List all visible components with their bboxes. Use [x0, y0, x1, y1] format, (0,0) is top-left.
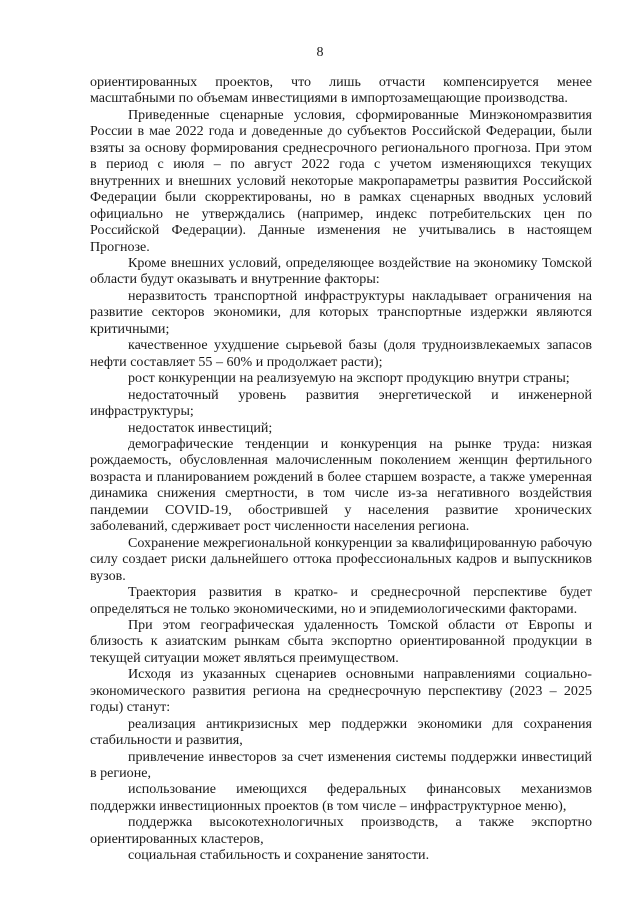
list-item-social-stability: социальная стабильность и сохранение занятости. [128, 847, 430, 864]
paragraph-geography: При этом географическая удаленность Томской области от Европы и близость к азиатским рынкам сбыта экспортно ориентированной продукции в текущей ситуации может являться преимуществом. [90, 616, 592, 666]
paragraph-trajectory: Траектория развития в кратко- и среднесрочной перспективе будет определяться не только экономическими, но и эпидемиологическими факторами. [90, 584, 592, 617]
document-body [90, 74, 592, 864]
list-item-anticrisis: реализация антикризисных мер поддержки экономики для сохранения стабильности и развития, [90, 715, 592, 749]
list-item-competition: рост конкуренции на реализуемую на экспорт продукцию внутри страны; [128, 370, 570, 387]
paragraph-directions-intro: Исходя из указанных сценариев основными направлениями социально-экономического развития региона на среднесрочную перспективу (2023 – 2025 годы) станут: [90, 666, 592, 716]
list-item-high-tech: поддержка высокотехнологичных производств, а также экспортно ориентированных кластеров, [90, 814, 592, 847]
list-item-federal-mechanisms: использование имеющихся федеральных финансовых механизмов поддержки инвестиционных проектов (в том числе – инфраструктурное меню), [90, 781, 592, 814]
list-item-demographics: демографические тенденции и конкуренция на рынке труда: низкая рождаемость, обусловленная малочисленным поколением женщин фертильного возраста и планированием рождений в более старшем возрасте, а также умеренная динамика снижения смертности, в том числе из-за негативного воздействия пандемии COVID-19, обострившей у населения развитие хронических заболеваний, сдерживает рост численности населения региона. [90, 435, 592, 535]
list-item-investors: привлечение инвесторов за счет изменения системы поддержки инвестиций в регионе, [90, 748, 592, 782]
paragraph-internal-factors-intro: Кроме внешних условий, определяющее воздействие на экономику Томской области будут оказывать и внутренние факторы: [90, 254, 592, 288]
list-item-transport: неразвитость транспортной инфраструктуры накладывает ограничения на развитие секторов экономики, для которых транспортные издержки являются критичными; [90, 287, 592, 337]
paragraph-labor-competition: Сохранение межрегиональной конкуренции за квалифицированную рабочую силу создает риски дальнейшего оттока профессиональных кадров и выпускников вузов. [90, 534, 592, 584]
paragraph-scenario-conditions: Приведенные сценарные условия, сформированные Минэкономразвития России в мае 2022 года и доведенные до субъектов Российской Федерации, были взяты за основу формирования среднесрочного регионального прогноза. При этом в период с июля – по август 2022 года с учетом изменяющихся текущих внутренних и внешних условий некоторые макропараметры развития Российской Федерации были скорректированы, но в рамках сценарных вводных условий официально не утверждались (например, индекс потребительских цен по Российской Федерации). Данные изменения не учитывались в настоящем Прогнозе. [90, 106, 592, 255]
list-item-energy-infrastructure: недостаточный уровень развития энергетической и инженерной инфраструктуры; [90, 386, 592, 420]
list-item-raw-materials: качественное ухудшение сырьевой базы (доля трудноизвлекаемых запасов нефти составляет 55 – 60% и продолжает расти); [90, 337, 592, 370]
page-number: 8 [316, 45, 324, 60]
paragraph-continuation: ориентированных проектов, что лишь отчасти компенсируется менее масштабными по объемам инвестициями в импортозамещающие производства. [90, 74, 592, 107]
list-item-investment-shortage: недостаток инвестиций; [128, 419, 273, 436]
